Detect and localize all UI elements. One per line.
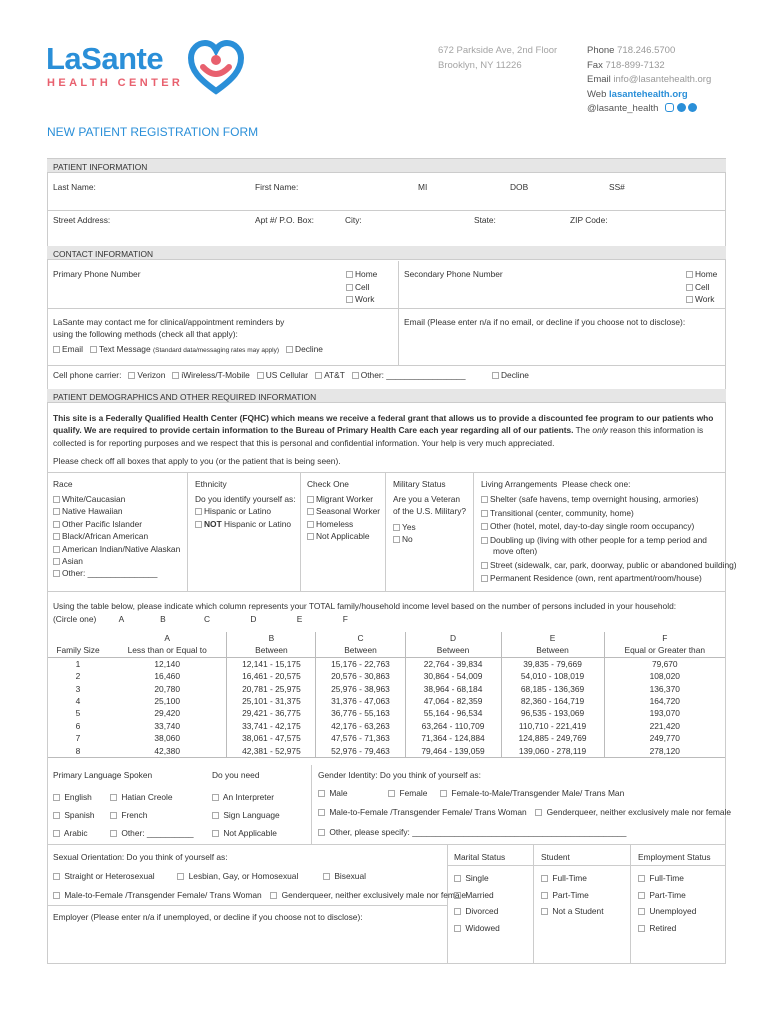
logo-tagline: HEALTH CENTER bbox=[47, 77, 184, 89]
military-options: Are you a Veteran of the U.S. Military? Yes No bbox=[393, 494, 467, 545]
checkbox-orientation-genderqueer[interactable]: Genderqueer, neither exclusively male nor female bbox=[270, 890, 466, 900]
state-field[interactable]: State: bbox=[474, 215, 496, 225]
table-row bbox=[48, 720, 725, 732]
checkbox-ftm[interactable]: Female-to-Male/Transgender Male/ Trans Man bbox=[440, 788, 624, 798]
checkbox-other-housing[interactable]: Other (hotel, motel, day-to-day single room occupancy) bbox=[481, 520, 737, 534]
income-cell: 16,460 bbox=[154, 671, 180, 682]
income-cell: 25,101 - 31,375 bbox=[227, 695, 316, 707]
checkbox-interpreter[interactable]: An Interpreter bbox=[212, 788, 280, 806]
dob-field[interactable]: DOB bbox=[510, 182, 529, 192]
checkbox-employed-full-time[interactable]: Full-Time bbox=[638, 870, 696, 887]
checkbox-verizon[interactable]: Verizon bbox=[128, 370, 165, 380]
checkbox-retired[interactable]: Retired bbox=[638, 920, 696, 937]
living-options: Shelter (safe havens, temp overnight housing, armories) Transitional (center, community, home) Other (hotel, motel, day-to-day single room occupancy) Doubling up (living with other people for a temp period and move often) Street (sidewalk, car, park, doorway, public or abandoned building) Permanent Residence (own, rent apartment/room/house) bbox=[481, 493, 737, 586]
family-size-cell: 3 bbox=[75, 683, 81, 694]
income-cell: 68,185 - 136,369 bbox=[501, 683, 604, 695]
checkbox-arabic[interactable]: Arabic bbox=[53, 824, 95, 842]
orientation-row1 bbox=[53, 871, 366, 881]
checkbox-home[interactable]: Home bbox=[346, 268, 377, 281]
fqhc-notice: This site is a Federally Qualified Health Center (FQHC) which means we receive a federal grant that allows us to provide a discounted fee program to our patients who qualify. We are required to provide certain information to the Bureau of Primary Health Care each year regarding all of our patients. The only reason this information is collected is for reporting purposes and we respect that this is personal and confidential information. Your help is very much appreciated. bbox=[53, 413, 714, 448]
checkbox-not-applicable[interactable]: Not Applicable bbox=[307, 530, 380, 542]
checkbox-work-2[interactable]: Work bbox=[686, 293, 717, 306]
checkbox-doubling-up[interactable]: Doubling up (living with other people for a temp period and bbox=[481, 534, 737, 548]
checkbox-text-message[interactable]: Text Message bbox=[90, 344, 151, 354]
web-label: Web bbox=[587, 88, 607, 100]
income-cell: 108,020 bbox=[604, 670, 725, 682]
income-cell: 15,176 - 22,763 bbox=[316, 657, 405, 670]
mi-field[interactable]: MI bbox=[418, 182, 428, 192]
income-cell: 63,264 - 110,709 bbox=[405, 720, 501, 732]
income-cell: 38,060 bbox=[154, 733, 180, 744]
family-size-cell: 6 bbox=[75, 720, 81, 731]
consent-text: LaSante may contact me for clinical/appointment reminders by using the following methods (check all that apply): bbox=[53, 317, 285, 339]
income-cell: 47,576 - 71,363 bbox=[316, 732, 405, 744]
need-heading: Do you need bbox=[212, 770, 260, 780]
checkbox-street[interactable]: Street (sidewalk, car, park, doorway, public or abandoned building) bbox=[481, 559, 737, 573]
race-options bbox=[53, 493, 180, 580]
income-cell: 12,140 bbox=[154, 658, 180, 669]
first-name-field[interactable]: First Name: bbox=[255, 182, 299, 192]
checkbox-mtf[interactable]: Male-to-Female /Transgender Female/ Trans Woman bbox=[318, 807, 527, 817]
email-label: Email bbox=[587, 74, 611, 85]
fax-value: 718-899-7132 bbox=[605, 59, 665, 71]
income-cell: 42,380 bbox=[108, 745, 227, 758]
table-row bbox=[48, 707, 725, 719]
checkbox-permanent[interactable]: Permanent Residence (own, rent apartment/room/house) bbox=[481, 572, 737, 586]
checkbox-male[interactable]: Male bbox=[318, 788, 347, 798]
city-field[interactable]: City: bbox=[345, 215, 362, 225]
primary-phone-types bbox=[346, 268, 377, 306]
checkbox-need-not-applicable[interactable]: Not Applicable bbox=[212, 824, 280, 842]
checkbox-iwireless[interactable]: iWireless/T-Mobile bbox=[172, 370, 249, 380]
table-row bbox=[48, 670, 725, 682]
carrier-label: Cell phone carrier: bbox=[53, 370, 122, 380]
language-col2 bbox=[110, 788, 194, 843]
income-cell: 110,710 - 221,419 bbox=[501, 720, 604, 732]
circle-a[interactable]: A bbox=[118, 614, 124, 624]
checkbox-student-part-time[interactable]: Part-Time bbox=[541, 887, 604, 904]
checkbox-female[interactable]: Female bbox=[388, 788, 427, 798]
phone-value: 718.246.5700 bbox=[617, 45, 676, 56]
student-heading: Student bbox=[541, 852, 570, 862]
income-cell: 139,060 - 278,119 bbox=[501, 745, 604, 758]
checkbox-black[interactable]: Black/African American bbox=[53, 530, 180, 542]
income-cell: 42,381 - 52,975 bbox=[227, 745, 316, 758]
income-cell: 38,964 - 68,184 bbox=[405, 683, 501, 695]
checkbox-widowed[interactable]: Widowed bbox=[454, 920, 500, 937]
section-header-demographics: PATIENT DEMOGRAPHICS AND OTHER REQUIRED INFORMATION bbox=[47, 389, 726, 403]
income-cell: 36,776 - 55,163 bbox=[316, 707, 405, 719]
secondary-phone-types bbox=[686, 268, 717, 306]
fax-label: Fax bbox=[587, 59, 603, 71]
checkbox-veteran-no[interactable]: No bbox=[393, 533, 466, 545]
checkbox-native-hawaiian[interactable]: Native Hawaiian bbox=[53, 505, 180, 517]
text-rates-note: (Standard data/messaging rates may apply) bbox=[152, 347, 280, 354]
income-cell: 38,061 - 47,575 bbox=[227, 732, 316, 744]
checkbox-bisexual[interactable]: Bisexual bbox=[323, 871, 366, 881]
checkbox-single[interactable]: Single bbox=[454, 870, 500, 887]
military-heading: Military Status bbox=[393, 479, 446, 489]
contact-methods bbox=[53, 344, 323, 355]
checkbox-english[interactable]: English bbox=[53, 788, 95, 806]
income-cell: 221,420 bbox=[604, 720, 725, 732]
checkbox-other-carrier[interactable]: Other: _________________ bbox=[352, 370, 466, 380]
student-options bbox=[541, 870, 604, 920]
checkbox-email[interactable]: Email bbox=[53, 344, 83, 354]
income-cell: 29,421 - 36,775 bbox=[227, 707, 316, 719]
carrier-row bbox=[53, 370, 466, 380]
marital-heading: Marital Status bbox=[454, 852, 506, 862]
checkbox-work[interactable]: Work bbox=[346, 293, 377, 306]
income-cell: 20,576 - 30,863 bbox=[316, 670, 405, 682]
income-cell: 42,176 - 63,263 bbox=[316, 720, 405, 732]
checkbox-unemployed[interactable]: Unemployed bbox=[638, 903, 696, 920]
checkbox-divorced[interactable]: Divorced bbox=[454, 903, 500, 920]
social-handle: @lasante_health bbox=[587, 103, 659, 114]
income-cell: 16,461 - 20,575 bbox=[227, 670, 316, 682]
checkbox-straight[interactable]: Straight or Heterosexual bbox=[53, 871, 155, 881]
form-title: NEW PATIENT REGISTRATION FORM bbox=[47, 125, 259, 139]
family-size-cell: 4 bbox=[75, 696, 81, 707]
circle-b[interactable]: B bbox=[160, 614, 166, 624]
need-options bbox=[212, 788, 280, 843]
checkbox-veteran-yes[interactable]: Yes bbox=[393, 521, 466, 533]
family-size-cell: 2 bbox=[75, 671, 81, 682]
employer-field[interactable]: Employer (Please enter n/a if unemployed, or decline if you choose not to disclose): bbox=[53, 912, 363, 922]
phone-label: Phone bbox=[587, 45, 615, 56]
checkbox-haitian-creole[interactable]: Hatian Creole bbox=[110, 788, 194, 806]
check-one-options bbox=[307, 493, 380, 543]
checkbox-other-race[interactable]: Other: _______________ bbox=[53, 567, 180, 579]
income-cell: 278,120 bbox=[604, 745, 725, 758]
orientation-heading: Sexual Orientation: Do you think of yourself as: bbox=[53, 852, 228, 862]
checkbox-married[interactable]: Married bbox=[454, 887, 500, 904]
income-cell: 33,740 bbox=[154, 720, 180, 731]
check-one-heading: Check One bbox=[307, 479, 349, 489]
checkbox-white[interactable]: White/Caucasian bbox=[53, 493, 180, 505]
section-header-contact-info: CONTACT INFORMATION bbox=[47, 246, 726, 260]
street-field[interactable]: Street Address: bbox=[53, 215, 111, 225]
income-intro: Using the table below, please indicate which column represents your TOTAL family/household income level based on the number of persons included in your household: bbox=[53, 601, 677, 611]
heart-logo-icon bbox=[187, 39, 245, 97]
table-row bbox=[48, 683, 725, 695]
checkbox-genderqueer[interactable]: Genderqueer, neither exclusively male nor female bbox=[535, 807, 731, 817]
table-row bbox=[48, 695, 725, 707]
income-cell: 47,064 - 82,359 bbox=[405, 695, 501, 707]
income-cell: 52,976 - 79,463 bbox=[316, 745, 405, 758]
checkbox-shelter[interactable]: Shelter (safe havens, temp overnight housing, armories) bbox=[481, 493, 737, 507]
zip-field[interactable]: ZIP Code: bbox=[570, 215, 608, 225]
address-line1: 672 Parkside Ave, 2nd Floor bbox=[438, 45, 558, 56]
checkbox-decline-methods[interactable]: Decline bbox=[286, 344, 323, 354]
checkbox-american-indian[interactable]: American Indian/Native Alaskan bbox=[53, 543, 180, 555]
web-link[interactable]: lasantehealth.org bbox=[609, 88, 688, 100]
income-cell: 136,370 bbox=[604, 683, 725, 695]
income-cell: 96,535 - 193,069 bbox=[501, 707, 604, 719]
primary-phone-field[interactable]: Primary Phone Number bbox=[53, 269, 141, 279]
checkbox-homeless[interactable]: Homeless bbox=[307, 518, 380, 530]
checkbox-not-student[interactable]: Not a Student bbox=[541, 903, 604, 920]
checkbox-cell[interactable]: Cell bbox=[346, 281, 377, 294]
apt-field[interactable]: Apt #/ P.O. Box: bbox=[255, 215, 314, 225]
checkbox-not-hispanic[interactable]: NOT Hispanic or Latino bbox=[195, 518, 296, 530]
checkbox-home-2[interactable]: Home bbox=[686, 268, 717, 281]
checkbox-transitional[interactable]: Transitional (center, community, home) bbox=[481, 507, 737, 521]
income-cell: 33,741 - 42,175 bbox=[227, 720, 316, 732]
employment-options bbox=[638, 870, 696, 936]
income-cell: 20,780 bbox=[154, 683, 180, 694]
contact-block bbox=[587, 44, 711, 117]
checkbox-seasonal[interactable]: Seasonal Worker bbox=[307, 505, 380, 517]
family-size-cell: 1 bbox=[75, 658, 81, 669]
checkbox-french[interactable]: French bbox=[110, 806, 194, 824]
ssn-field[interactable]: SS# bbox=[609, 182, 625, 192]
instagram-icon[interactable] bbox=[665, 103, 674, 112]
orientation-row2 bbox=[53, 890, 466, 900]
income-cell: 79,670 bbox=[604, 657, 725, 670]
table-row bbox=[48, 657, 725, 670]
income-cell: 30,864 - 54,009 bbox=[405, 670, 501, 682]
family-size-cell: 5 bbox=[75, 708, 81, 719]
section-header-patient-info: PATIENT INFORMATION bbox=[47, 159, 726, 173]
income-cell: 39,835 - 79,669 bbox=[501, 657, 604, 670]
logo-wordmark: LaSante bbox=[46, 41, 164, 76]
employment-heading: Employment Status bbox=[638, 852, 711, 862]
ethnicity-options: Do you identify yourself as: Hispanic or Latino NOT Hispanic or Latino bbox=[195, 494, 296, 529]
checkbox-spanish[interactable]: Spanish bbox=[53, 806, 95, 824]
income-cell: 71,364 - 124,884 bbox=[405, 732, 501, 744]
language-col1 bbox=[53, 788, 95, 843]
last-name-field[interactable]: Last Name: bbox=[53, 182, 96, 192]
checkbox-gender-other[interactable]: Other, please specify: ______________________________________________ bbox=[318, 827, 626, 837]
checkbox-student-full-time[interactable]: Full-Time bbox=[541, 870, 604, 887]
table-row bbox=[48, 732, 725, 744]
income-cell: 31,376 - 47,063 bbox=[316, 695, 405, 707]
table-row bbox=[48, 745, 725, 758]
checkbox-att[interactable]: AT&T bbox=[315, 370, 345, 380]
income-cell: 25,976 - 38,963 bbox=[316, 683, 405, 695]
income-cell: 249,770 bbox=[604, 732, 725, 744]
living-heading: Living Arrangements Please check one: bbox=[481, 479, 631, 489]
income-cell: 12,141 - 15,175 bbox=[227, 657, 316, 670]
income-cell: 22,764 - 39,834 bbox=[405, 657, 501, 670]
family-size-cell: 7 bbox=[75, 733, 81, 744]
gender-heading: Gender Identity: Do you think of yourself as: bbox=[318, 770, 481, 780]
income-cell: 55,164 - 96,534 bbox=[405, 707, 501, 719]
circle-f[interactable]: F bbox=[342, 614, 348, 624]
circle-c[interactable]: C bbox=[204, 614, 211, 624]
income-cell: 25,100 bbox=[154, 696, 180, 707]
gender-row1 bbox=[318, 788, 624, 798]
checkbox-asian[interactable]: Asian bbox=[53, 555, 180, 567]
checkbox-lgh[interactable]: Lesbian, Gay, or Homosexual bbox=[177, 871, 298, 881]
checkbox-decline-carrier[interactable]: Decline bbox=[492, 370, 529, 380]
email-prompt-field[interactable]: Email (Please enter n/a if no email, or decline if you choose not to disclose): bbox=[404, 317, 686, 327]
twitter-icon[interactable] bbox=[677, 103, 686, 112]
income-cell: 193,070 bbox=[604, 707, 725, 719]
income-cell: 82,360 - 164,719 bbox=[501, 695, 604, 707]
income-cell: 20,781 - 25,975 bbox=[227, 683, 316, 695]
checkbox-hispanic[interactable]: Hispanic or Latino bbox=[195, 505, 296, 517]
income-table: A B C D E F Family Size Less than or Equal to Between Between Between Between Equal or Greater than 1 12,140 12,141 - 15,175 15,176 - 22,763 22,764 - 39,834 39,835 - 79,669 79,670 2 16,460 16,461 - 20,575 20,576 - 30,863 30,864 - 54,009 54,010 - 108,019 108,020 3 20,780 20,781 - 25,975 25,976 - 38,963 38,964 - 68,184 68,185 - 136,369 136,370 4 25,100 25,101 - 31,375 31,376 - 47,063 47,064 - 82,359 82,360 - 164,719 164,720 5 29,420 29,421 - 36,775 36,776 - 55,163 55,164 - 96,534 96,535 - 193,069 193,070 6 33,740 33,741 - 42,175 42,176 - 63,263 63,264 - 110,709 110,710 - 221,419 221,420 7 38,060 38,061 - 47,575 47,576 - 71,363 71,364 - 124,884 124,885 - 249,769 249,770 8 42,380 42,381 - 52,975 52,976 - 79,463 79,464 - 139,059 139,060 - 278,119 278,120 bbox=[48, 632, 725, 758]
facebook-icon[interactable] bbox=[688, 103, 697, 112]
email-value[interactable]: info@lasantehealth.org bbox=[613, 74, 712, 85]
checkbox-other-language[interactable]: Other: __________ bbox=[110, 824, 194, 842]
circle-d[interactable]: D bbox=[250, 614, 257, 624]
marital-options bbox=[454, 870, 500, 936]
secondary-phone-field[interactable]: Secondary Phone Number bbox=[404, 269, 503, 279]
race-heading: Race bbox=[53, 479, 73, 489]
checkbox-us-cellular[interactable]: US Cellular bbox=[257, 370, 308, 380]
circle-e[interactable]: E bbox=[296, 614, 303, 624]
income-cell: 29,420 bbox=[154, 708, 180, 719]
checkbox-cell-2[interactable]: Cell bbox=[686, 281, 717, 294]
income-cell: 54,010 - 108,019 bbox=[501, 670, 604, 682]
language-heading: Primary Language Spoken bbox=[53, 770, 153, 780]
circle-one-row: (Circle one) A B C D E F bbox=[53, 614, 348, 624]
checkbox-migrant[interactable]: Migrant Worker bbox=[307, 493, 380, 505]
address-line2: Brooklyn, NY 11226 bbox=[438, 59, 522, 71]
checkbox-sign-language[interactable]: Sign Language bbox=[212, 806, 280, 824]
address-block bbox=[438, 44, 557, 73]
check-all-instruction: Please check off all boxes that apply to you (or the patient that is being seen). bbox=[53, 456, 341, 466]
ethnicity-heading: Ethnicity bbox=[195, 479, 227, 489]
income-cell: 164,720 bbox=[604, 695, 725, 707]
checkbox-pacific-islander[interactable]: Other Pacific Islander bbox=[53, 518, 180, 530]
family-size-cell: 8 bbox=[48, 745, 108, 758]
income-cell: 124,885 - 249,769 bbox=[501, 732, 604, 744]
checkbox-orientation-mtf[interactable]: Male-to-Female /Transgender Female/ Trans Woman bbox=[53, 890, 262, 900]
income-cell: 79,464 - 139,059 bbox=[405, 745, 501, 758]
gender-row2 bbox=[318, 807, 731, 817]
checkbox-employed-part-time[interactable]: Part-Time bbox=[638, 887, 696, 904]
